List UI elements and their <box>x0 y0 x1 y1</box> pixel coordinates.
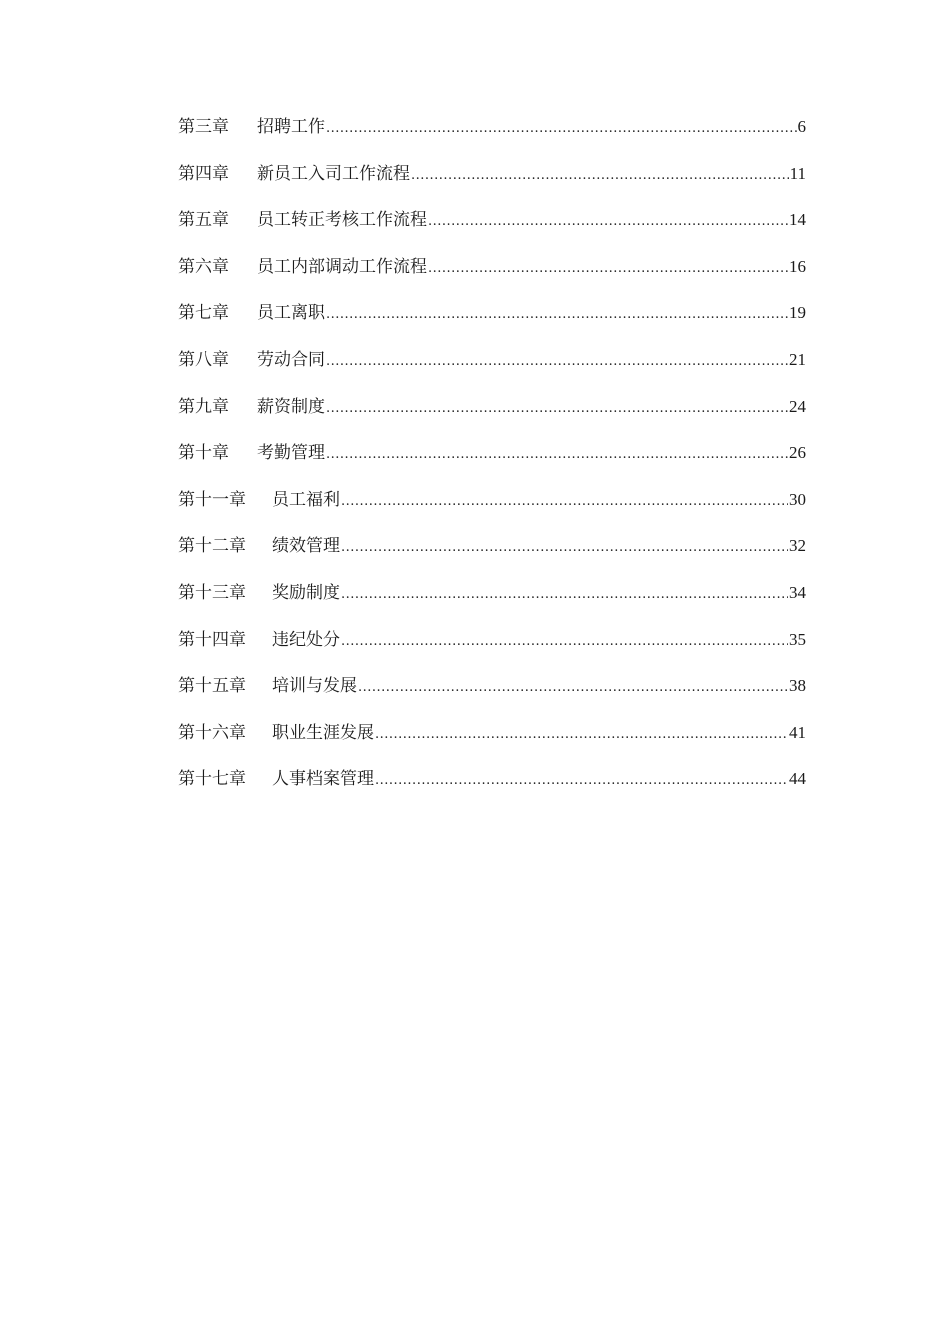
chapter-number: 第五章 <box>178 210 229 231</box>
dot-leader <box>326 394 788 424</box>
chapter-number: 第九章 <box>178 396 229 417</box>
toc-entry-chapter-10[interactable] <box>178 438 806 485</box>
page-number: 11 <box>789 163 806 183</box>
page-number: 6 <box>797 117 806 136</box>
toc-entry-chapter-13[interactable] <box>178 578 806 625</box>
dot-leader <box>428 254 788 284</box>
page-number: 44 <box>789 769 806 789</box>
page-number: 19 <box>789 303 806 323</box>
dot-leader <box>358 673 788 703</box>
chapter-number: 第三章 <box>178 117 229 137</box>
chapter-title: 员工内部调动工作流程 <box>257 256 427 277</box>
page-number: 35 <box>789 629 806 649</box>
dot-leader <box>428 207 788 237</box>
dot-leader <box>326 300 788 330</box>
page-number: 41 <box>789 722 806 742</box>
chapter-number: 第十一章 <box>178 489 246 510</box>
chapter-number: 第七章 <box>178 303 229 324</box>
dot-leader <box>375 720 788 750</box>
page-number: 34 <box>789 582 806 602</box>
dot-leader <box>341 487 788 517</box>
chapter-number: 第十三章 <box>178 582 246 603</box>
chapter-title: 薪资制度 <box>257 396 325 417</box>
chapter-title: 招聘工作 <box>257 117 325 137</box>
toc-entry-chapter-7[interactable] <box>178 298 806 345</box>
chapter-title: 培训与发展 <box>272 676 357 697</box>
page-number: 38 <box>789 676 806 696</box>
page-number: 21 <box>789 349 806 369</box>
chapter-number: 第十五章 <box>178 676 246 697</box>
toc-entry-chapter-9[interactable] <box>178 392 806 439</box>
dot-leader <box>375 766 788 796</box>
chapter-title: 员工离职 <box>257 303 325 324</box>
chapter-title: 奖励制度 <box>272 582 340 603</box>
dot-leader <box>326 114 797 144</box>
chapter-title: 员工转正考核工作流程 <box>257 210 427 231</box>
toc-entry-chapter-14[interactable] <box>178 625 806 672</box>
chapter-title: 绩效管理 <box>272 536 340 557</box>
toc-entry-chapter-11[interactable] <box>178 485 806 532</box>
toc-entry-chapter-6[interactable] <box>178 252 806 299</box>
toc-entry-chapter-3[interactable] <box>178 112 806 159</box>
table-of-contents <box>178 112 806 811</box>
chapter-number: 第十章 <box>178 443 229 464</box>
dot-leader <box>341 627 788 657</box>
chapter-title: 劳动合同 <box>257 349 325 370</box>
page-number: 26 <box>789 443 806 463</box>
chapter-title: 人事档案管理 <box>272 769 374 790</box>
chapter-title: 违纪处分 <box>272 629 340 650</box>
page-number: 30 <box>789 489 806 509</box>
toc-entry-chapter-8[interactable] <box>178 345 806 392</box>
chapter-number: 第八章 <box>178 349 229 370</box>
chapter-title: 考勤管理 <box>257 443 325 464</box>
chapter-title: 职业生涯发展 <box>272 722 374 743</box>
chapter-number: 第十二章 <box>178 536 246 557</box>
toc-entry-chapter-5[interactable] <box>178 205 806 252</box>
chapter-number: 第六章 <box>178 256 229 277</box>
dot-leader <box>341 580 788 610</box>
chapter-number: 第十四章 <box>178 629 246 650</box>
dot-leader <box>411 161 789 191</box>
chapter-title: 新员工入司工作流程 <box>257 163 410 184</box>
page-number: 14 <box>789 210 806 230</box>
toc-entry-chapter-4[interactable] <box>178 159 806 206</box>
chapter-number: 第四章 <box>178 163 229 184</box>
dot-leader <box>326 347 788 377</box>
toc-entry-chapter-15[interactable] <box>178 671 806 718</box>
dot-leader <box>326 440 788 470</box>
page-number: 16 <box>789 256 806 276</box>
page-number: 24 <box>789 396 806 416</box>
toc-entry-chapter-12[interactable] <box>178 531 806 578</box>
page-number: 32 <box>789 536 806 556</box>
dot-leader <box>341 533 788 563</box>
toc-entry-chapter-16[interactable] <box>178 718 806 765</box>
chapter-title: 员工福利 <box>272 489 340 510</box>
toc-entry-chapter-17[interactable] <box>178 764 806 811</box>
chapter-number: 第十六章 <box>178 722 246 743</box>
chapter-number: 第十七章 <box>178 769 246 790</box>
